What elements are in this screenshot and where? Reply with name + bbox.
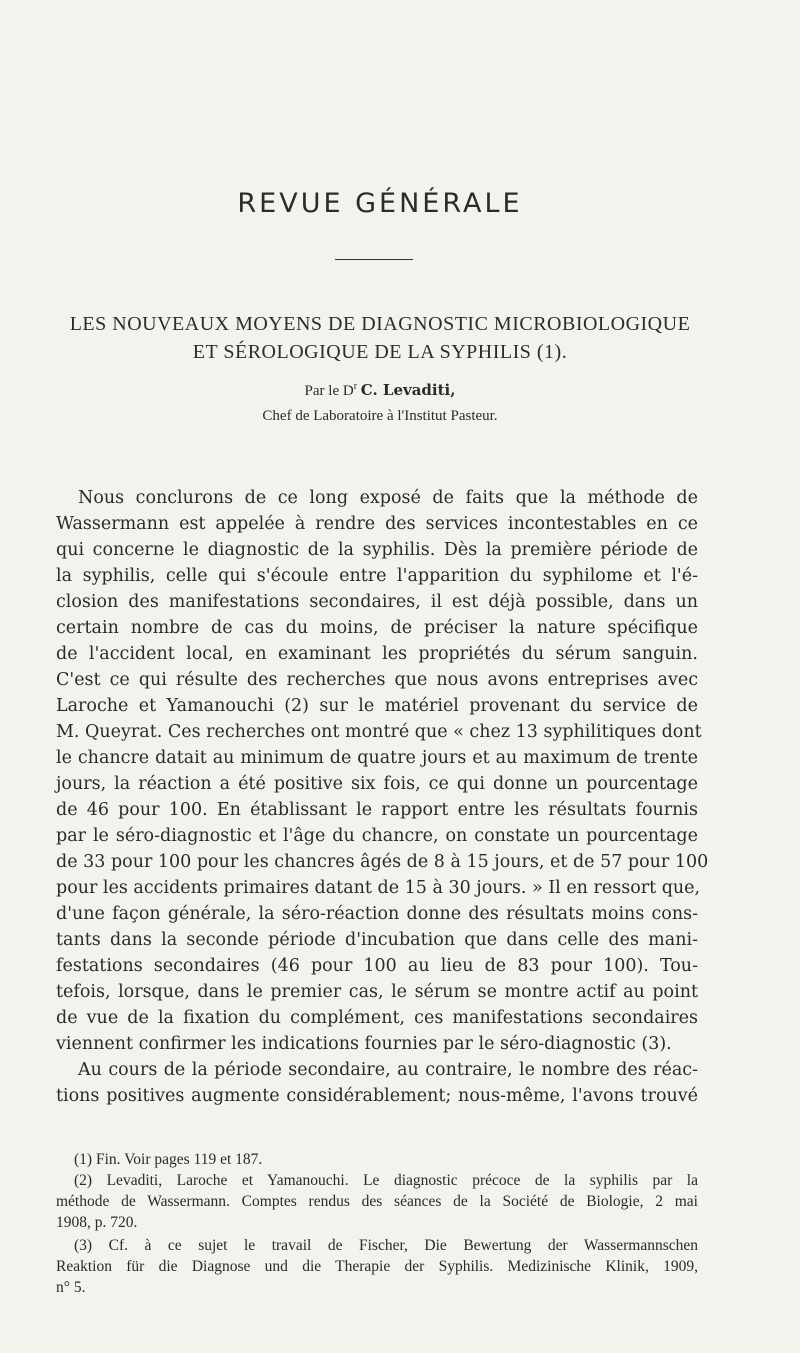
body-line: jours, la réaction a été positive six fois, ce qui donne un pourcentage bbox=[56, 774, 698, 794]
body-line: de 46 pour 100. En établissant le rapport entre les résultats fournis bbox=[56, 800, 698, 820]
title-divider bbox=[335, 259, 413, 260]
body-line: pour les accidents primaires datant de 15 à 30 jours. » Il en ressort que, bbox=[56, 878, 701, 898]
body-line: la syphilis, celle qui s'écoule entre l'apparition du syphilome et l'é- bbox=[56, 566, 698, 586]
body-line: de vue de la fixation du complément, ces manifestations secondaires bbox=[56, 1008, 698, 1028]
body-line: festations secondaires (46 pour 100 au lieu de 83 pour 100). Tou- bbox=[56, 956, 698, 976]
section-heading: REVUE GÉNÉRALE bbox=[237, 188, 523, 219]
body-line: par le séro-diagnostic et l'âge du chancre, on constate un pourcentage bbox=[56, 826, 698, 846]
footnote-3-cont: Reaktion für die Diagnose und die Therapie der Syphilis. Medizinische Klinik, 1909, bbox=[56, 1258, 698, 1275]
body-line: de l'accident local, en examinant les propriétés du sérum sanguin. bbox=[56, 644, 698, 664]
body-line: viennent confirmer les indications fournies par le séro-diagnostic (3). bbox=[56, 1034, 672, 1054]
byline bbox=[0, 381, 760, 400]
body-line: tefois, lorsque, dans le premier cas, le sérum se montre actif au point bbox=[56, 982, 698, 1002]
byline-degree: r bbox=[353, 381, 358, 392]
article-title-line-2: ET SÉROLOGIQUE DE LA SYPHILIS (1). bbox=[192, 341, 568, 363]
body-line: Nous conclurons de ce long exposé de faits que la méthode de bbox=[78, 488, 698, 508]
body-line: le chancre datait au minimum de quatre jours et au maximum de trente bbox=[56, 748, 698, 768]
body-line: C'est ce qui résulte des recherches que nous avons entreprises avec bbox=[56, 670, 698, 690]
footnote-3: (3) Cf. à ce sujet le travail de Fischer, Die Bewertung der Wassermannschen bbox=[74, 1237, 698, 1254]
body-line: Au cours de la période secondaire, au contraire, le nombre des réac- bbox=[78, 1060, 698, 1080]
footnote-3-cont: n° 5. bbox=[56, 1279, 86, 1296]
body-line: closion des manifestations secondaires, il est déjà possible, dans un bbox=[56, 592, 698, 612]
author-name: C. Levaditi, bbox=[360, 381, 456, 399]
body-line: Wassermann est appelée à rendre des services incontestables en ce bbox=[56, 514, 698, 534]
body-line: qui concerne le diagnostic de la syphilis. Dès la première période de bbox=[56, 540, 698, 560]
byline-prefix: Par le D bbox=[304, 383, 354, 399]
body-line: de 33 pour 100 pour les chancres âgés de 8 à 15 jours, et de 57 pour 100 bbox=[56, 852, 709, 872]
body-line: certain nombre de cas du moins, de préciser la nature spécifique bbox=[56, 618, 698, 638]
body-line: tants dans la seconde période d'incubation que dans celle des mani- bbox=[56, 930, 698, 950]
footnote-2: (2) Levaditi, Laroche et Yamanouchi. Le diagnostic précoce de la syphilis par la bbox=[74, 1172, 698, 1189]
footnote-1: (1) Fin. Voir pages 119 et 187. bbox=[74, 1151, 263, 1168]
footnote-2-cont: 1908, p. 720. bbox=[56, 1214, 138, 1231]
author-affiliation: Chef de Laboratoire à l'Institut Pasteur. bbox=[262, 408, 498, 424]
article-title-line-1: LES NOUVEAUX MOYENS DE DIAGNOSTIC MICROBIOLOGIQUE bbox=[69, 313, 691, 335]
body-line: Laroche et Yamanouchi (2) sur le matériel provenant du service de bbox=[56, 696, 698, 716]
body-line: tions positives augmente considérablement; nous-même, l'avons trouvé bbox=[56, 1086, 698, 1106]
body-line: d'une façon générale, la séro-réaction donne des résultats moins cons- bbox=[56, 904, 698, 924]
body-line: M. Queyrat. Ces recherches ont montré que « chez 13 syphilitiques dont bbox=[56, 722, 702, 742]
footnote-2-cont: méthode de Wassermann. Comptes rendus des séances de la Société de Biologie, 2 mai bbox=[56, 1193, 698, 1210]
